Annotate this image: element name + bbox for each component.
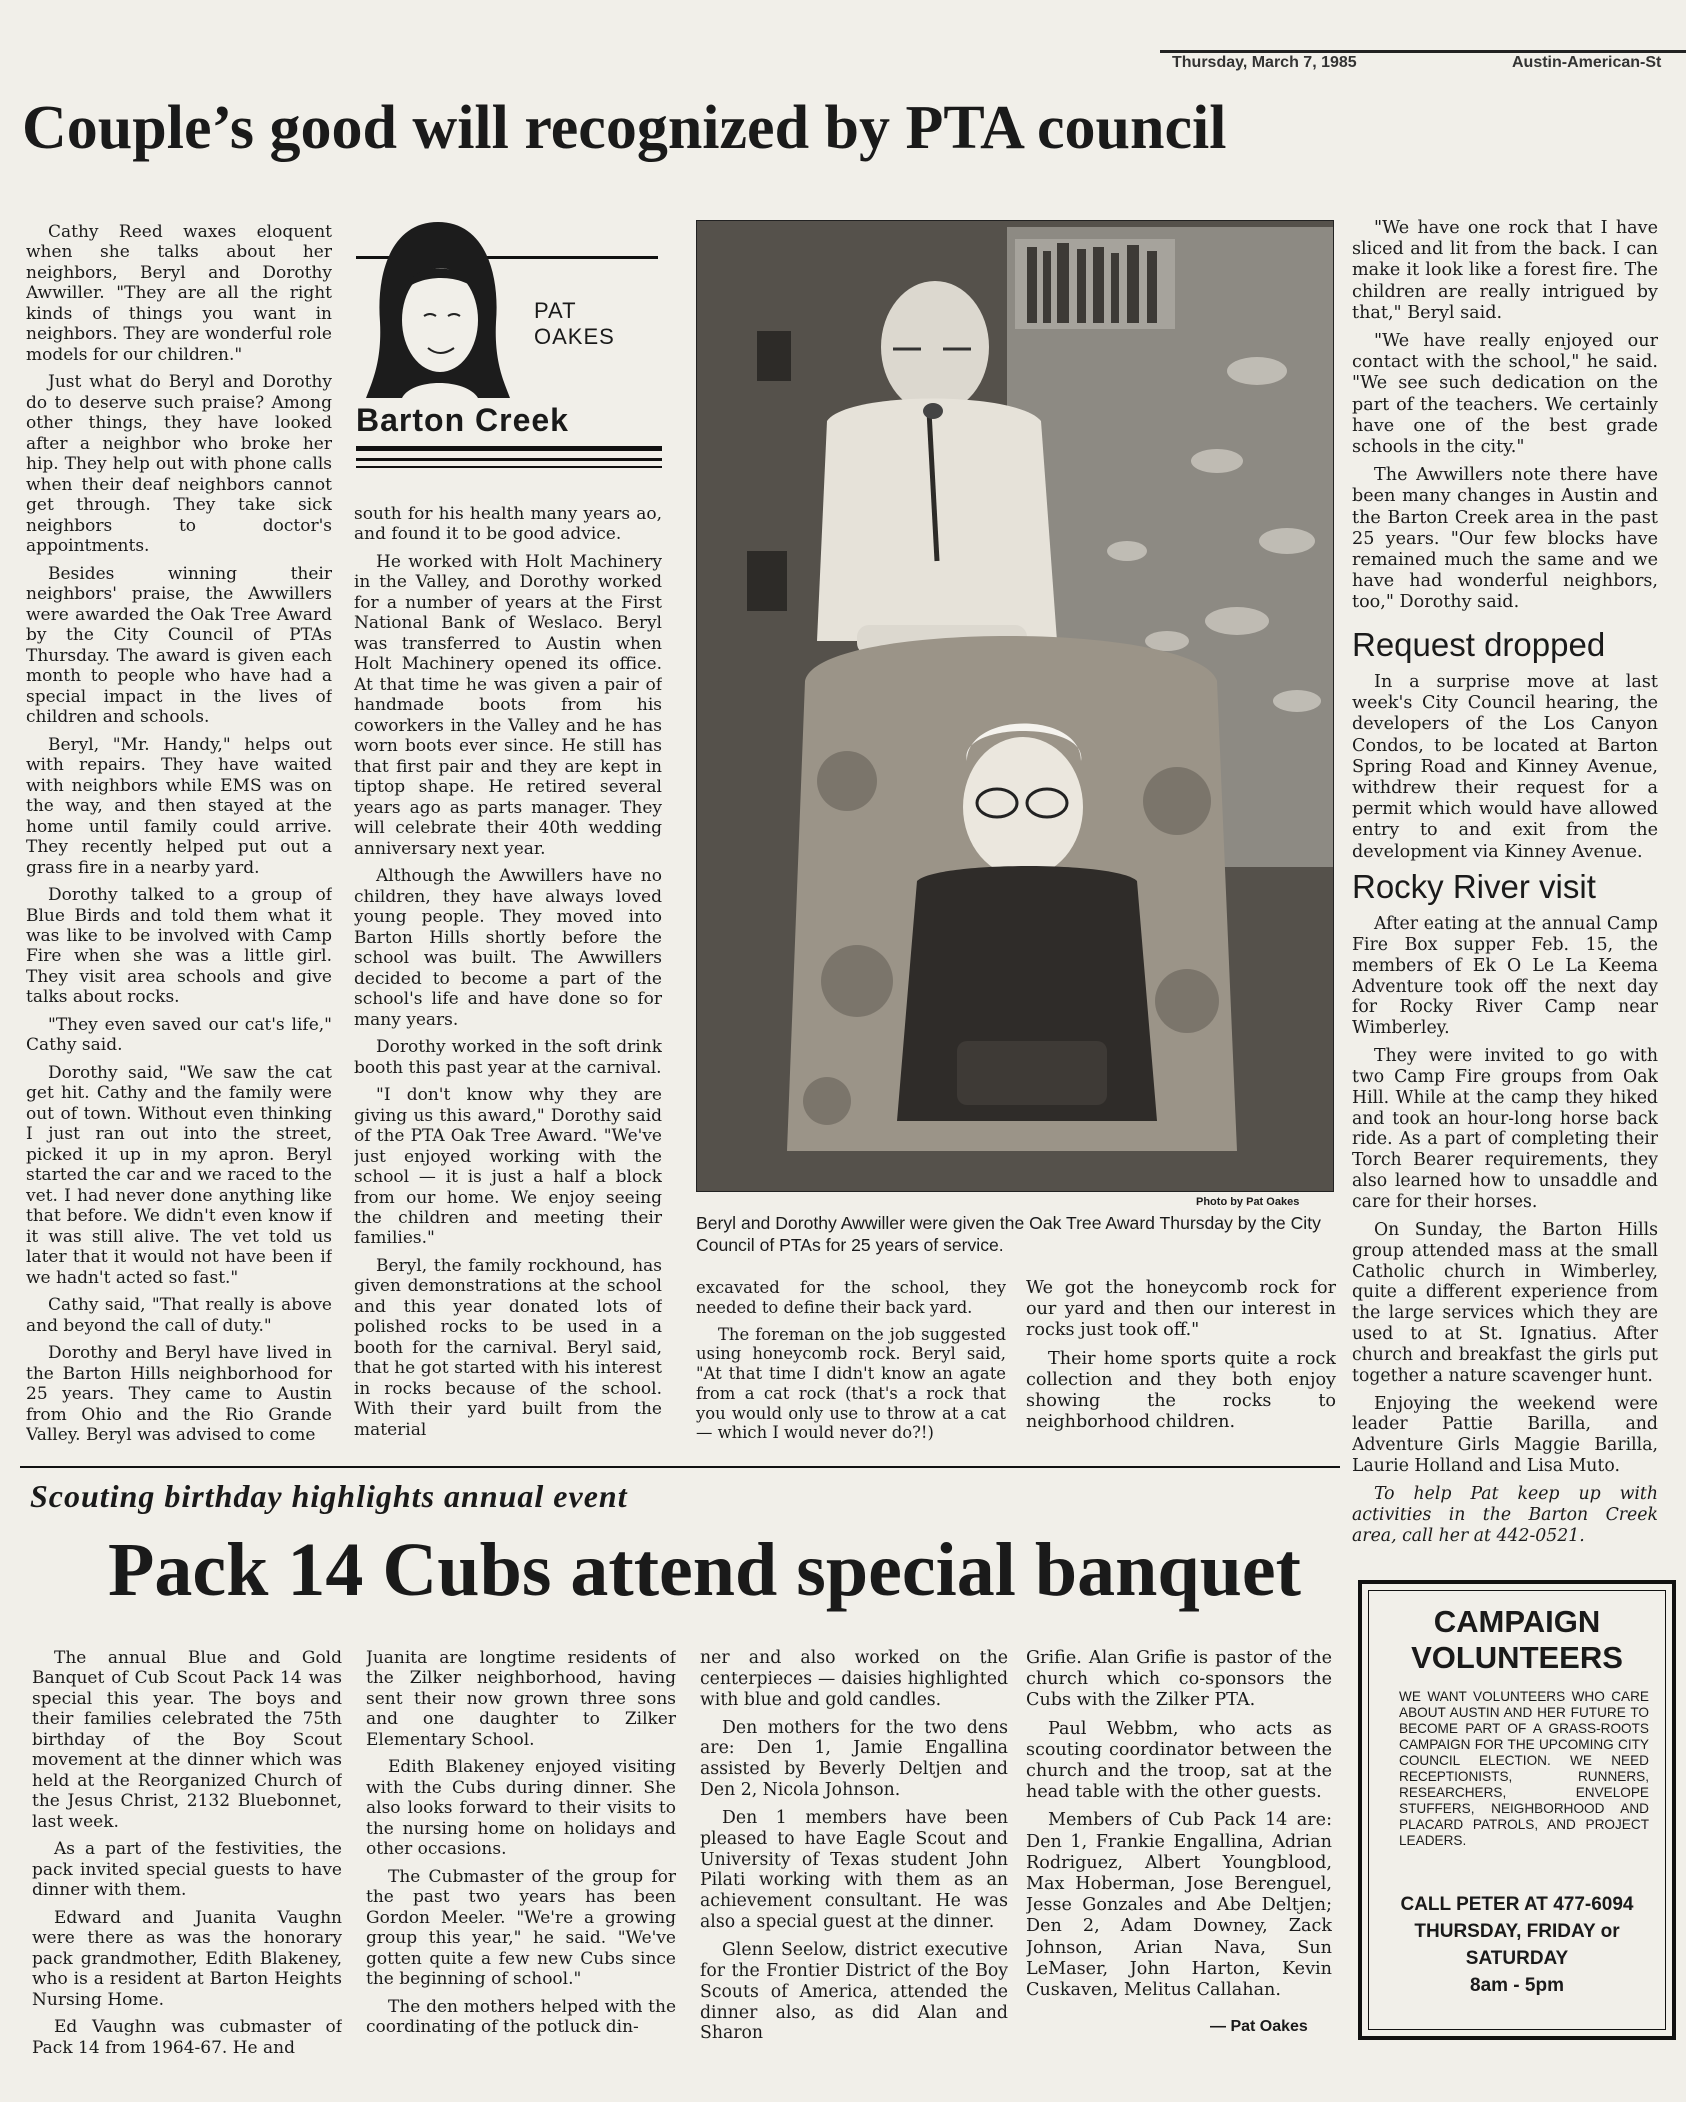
- paragraph: To help Pat keep up with activities in the Barton Creek area, call her at 442-0521.: [1352, 1483, 1658, 1546]
- paragraph: Just what do Beryl and Dorothy do to deserve such praise? Among other things, they have looked after a neighbor who broke her hip. They help out with phone calls when their deaf neighbors cannot get through. They take sick neighbors to doctor's appointments.: [26, 372, 332, 557]
- kicker-headline: Scouting birthday highlights annual event: [30, 1478, 628, 1514]
- columnist-name: [534, 298, 615, 350]
- paragraph: "They even saved our cat's life," Cathy said.: [26, 1014, 332, 1056]
- paragraph: Their home sports quite a rock collection and they both enjoy showing the rocks to neighborhood children.: [1026, 1348, 1336, 1433]
- paragraph: The foreman on the job suggested using honeycomb rock. Beryl said, "At that time I didn't know an agate from a cat rock (that's a rock that you would only use to throw at a cat — which I would never do?!): [696, 1324, 1006, 1443]
- paragraph: south for his health many years ao, and found it to be good advice.: [354, 504, 662, 545]
- photo-credit: Photo by Pat Oakes: [1196, 1196, 1300, 1208]
- paragraph: Dorothy worked in the soft drink booth this past year at the carnival.: [354, 1037, 662, 1078]
- paragraph: Glenn Seelow, district executive for the Frontier District of the Boy Scouts of America, attended the dinner also, as did Alan and Sharon: [700, 1939, 1008, 2044]
- article-column-2: [354, 504, 662, 1458]
- paragraph: He worked with Holt Machinery in the Valley, and Dorothy worked for a number of years at the First National Bank of Weslaco. Beryl was transferred to Austin when Holt Machinery opened its office. At that time he was given a pair of handmade boots from his coworkers in the Valley and he has worn boots ever since. He still has that first pair and they are kept in tiptop shape. He retired several years ago as parts manager. They will celebrate their 40th wedding anniversary next year.: [354, 551, 662, 859]
- paragraph: Enjoying the weekend were leader Pattie Barilla, and Adventure Girls Maggie Barilla, Laurie Holland and Lisa Muto.: [1352, 1393, 1658, 1477]
- paragraph: Edward and Juanita Vaughn were there as was the honorary pack grandmother, Edith Blakeney, who is a resident at Barton Heights Nursing Home.: [32, 1907, 342, 2010]
- ad-call-line-1: CALL PETER AT 477-6094: [1400, 1894, 1634, 1915]
- paragraph: The den mothers helped with the coordinating of the potluck din-: [366, 1996, 676, 2038]
- paragraph: Juanita are longtime residents of the Zilker neighborhood, having sent their now grown three sons and one daughter to Zilker Elementary School.: [366, 1648, 676, 1750]
- paragraph: Grifie. Alan Grifie is pastor of the church which co-sponsors the Cubs with the Zilker PTA.: [1026, 1648, 1332, 1711]
- paragraph: We got the honeycomb rock for our yard and then our interest in rocks just took off.": [1026, 1278, 1336, 1341]
- paragraph: Dorothy talked to a group of Blue Birds and told them what it was like to be involved with Camp Fire when she was a little girl. They visit area schools and give talks about rocks.: [26, 885, 332, 1008]
- paragraph: "We have one rock that I have sliced and lit from the back. I can make it look like a forest fire. The children are really intrigued by that," Beryl said.: [1352, 218, 1658, 323]
- paragraph: Paul Webbm, who acts as scouting coordinator between the church and the troop, sat at the head table with the other guests.: [1026, 1718, 1332, 1803]
- paragraph: Dorothy and Beryl have lived in the Barton Hills neighborhood for 25 years. They came to Austin from Ohio and the Rio Grande Valley. Beryl was advised to come: [26, 1343, 332, 1446]
- ad-title-line-2: VOLUNTEERS: [1411, 1640, 1623, 1675]
- banquet-column-4: [1026, 1648, 1332, 2008]
- paragraph: On Sunday, the Barton Hills group attended mass at the small Catholic church in Wimberley, quite a different experience from the large services which they are used to at St. Ignatius. After church and breakfast the girls put together a nature scavenger hunt.: [1352, 1219, 1658, 1386]
- paragraph: Ed Vaughn was cubmaster of Pack 14 from 1964-67. He and: [32, 2017, 342, 2058]
- subhead-rocky-river-visit: Rocky River visit: [1352, 868, 1596, 905]
- paragraph: Members of Cub Pack 14 are: Den 1, Frankie Engallina, Adrian Rodriguez, Albert Youngblood, Max Hoberman, Jose Berenguel, Jesse Gonzales and Abe Deltjen; Den 2, Adam Downey, Zack Johnson, Arian Nava, Sun LeMaser, John Harton, Kevin Cuskaven, Melitus Callahan.: [1026, 1810, 1332, 2001]
- story-signoff: — Pat Oakes: [1210, 2018, 1308, 2035]
- ad-inner-border: [1368, 1590, 1666, 2030]
- paragraph: The Cubmaster of the group for the past two years has been Gordon Meeler. "We're a growing group this year," he said. "We've gotten quite a few new Cubs since the beginning of school.": [366, 1866, 676, 1990]
- byline-rule-2: [356, 458, 662, 461]
- paragraph: As a part of the festivities, the pack invited special guests to have dinner with them.: [32, 1839, 342, 1901]
- banquet-column-3: [700, 1648, 1008, 2058]
- paragraph: After eating at the annual Camp Fire Box supper Feb. 15, the members of Ek O Le La Keema Adventure took off the next day for Rocky River Camp near Wimberley.: [1352, 914, 1658, 1039]
- columnist-portrait: [362, 212, 514, 398]
- paragraph: Dorothy said, "We saw the cat get hit. Cathy and the family were out of town. Without even thinking I just ran out into the street, picked it up in my apron. Beryl started the car and we raced to the vet. I had never done anything like that before. We didn't even know if it was still alive. The vet told us later that it would not have been if we hadn't acted so fast.": [26, 1062, 332, 1288]
- paragraph: They were invited to go with two Camp Fire groups from Oak Hill. While at the camp they hiked and took an hour-long horse back ride. As a part of completing their Torch Bearer requirements, they also learned how to unsaddle and care for their horses.: [1352, 1046, 1658, 1212]
- couple-photo: [696, 220, 1334, 1192]
- paper-name: Austin-American-St: [1512, 54, 1662, 71]
- paragraph: In a surprise move at last week's City Council hearing, the developers of the Los Canyon Condos, to be located at Barton Spring Road and Kinney Avenue, withdrew their request for a permit which would have allowed entry to and exit from the development via Kinney Avenue.: [1352, 672, 1658, 862]
- byline-rule-1: [356, 446, 662, 451]
- paragraph: Den mothers for the two dens are: Den 1, Jamie Engallina assisted by Beverly Deltjen and Den 2, Nicola Johnson.: [700, 1717, 1008, 1801]
- paragraph: "We have really enjoyed our contact with the school," he said. "We see such dedication on the part of the teachers. We certainly have one of the best grade schools in the city.": [1352, 331, 1658, 458]
- paragraph: Beryl, "Mr. Handy," helps out with repairs. They have waited with neighbors while EMS was on the way, and then stayed at the home until family could arrive. They recently helped put out a grass fire in a nearby yard.: [26, 734, 332, 878]
- main-headline: Couple’s good will recognized by PTA council: [22, 94, 1227, 162]
- rocky-river-text: [1352, 914, 1658, 1564]
- paragraph: Cathy Reed waxes eloquent when she talks about her neighbors, Beryl and Dorothy Awwiller. "They are all the right kinds of things you want in neighbors. They are wonderful role models for our children.": [26, 222, 332, 365]
- photo-image: [697, 221, 1333, 1191]
- article-column-5: [1352, 218, 1658, 620]
- paragraph: The annual Blue and Gold Banquet of Cub Scout Pack 14 was special this year. The boys and their families celebrated the 75th birthday of the Boy Scout movement at the dinner which was held at the Reorganized Church of the Jesus Christ, 2132 Bluebonnet, last week.: [32, 1648, 342, 1832]
- ad-call-line-4: 8am - 5pm: [1470, 1975, 1564, 1996]
- article-column-4: [1026, 1278, 1336, 1458]
- paragraph: Although the Awwillers have no children, they have always loved young people. They moved into Barton Hills shortly before the school was built. The Awwillers decided to become a part of the school's life and have done so for many years.: [354, 866, 662, 1030]
- paragraph: Cathy said, "That really is above and beyond the call of duty.": [26, 1295, 332, 1336]
- request-dropped-text: [1352, 672, 1658, 872]
- ad-call-line-2: THURSDAY, FRIDAY or: [1414, 1921, 1620, 1942]
- paragraph: excavated for the school, they needed to define their back yard.: [696, 1278, 1006, 1317]
- campaign-volunteers-ad: [1358, 1580, 1676, 2040]
- paragraph: Den 1 members have been pleased to have Eagle Scout and University of Texas student John Pilati working with them as an achievement consultant. He was also a special guest at the dinner.: [700, 1807, 1008, 1933]
- paragraph: The Awwillers note there have been many changes in Austin and the Barton Creek area in the past 25 years. "Our few blocks have remained much the same and we have had wonderful neighbors, too," Dorothy said.: [1352, 465, 1658, 613]
- paragraph: Besides winning their neighbors' praise, the Awwillers were awarded the Oak Tree Award by the City Council of PTAs Thursday. The award is given each month to people who have had a special impact in the lives of children and schools.: [26, 563, 332, 728]
- columnist-first-name: PAT: [534, 298, 577, 323]
- columnist-last-name: OAKES: [534, 324, 615, 349]
- ad-call-line-3: SATURDAY: [1465, 1948, 1569, 1969]
- paragraph: Edith Blakeney enjoyed visiting with the Cubs during dinner. She also looks forward to their visits to the nursing home on holidays and other occasions.: [366, 1757, 676, 1860]
- paragraph: Beryl, the family rockhound, has given demonstrations at the school and this year donated lots of polished rocks to be used in a booth for the carnival. Beryl said, that he got started with his interest in rocks because of the school. With their yard built from the material: [354, 1255, 662, 1440]
- subhead-request-dropped: Request dropped: [1352, 626, 1606, 663]
- photo-caption: Beryl and Dorothy Awwiller were given the Oak Tree Award Thursday by the City Council of PTAs for 25 years of service.: [696, 1213, 1321, 1255]
- ad-title-line-1: CAMPAIGN: [1433, 1604, 1601, 1639]
- second-headline: Pack 14 Cubs attend special banquet: [108, 1528, 1301, 1612]
- top-rule: [1160, 50, 1686, 53]
- story-divider: [20, 1466, 1340, 1468]
- ad-body: WE WANT VOLUNTEERS WHO CARE ABOUT AUSTIN AND HER FUTURE TO BECOME PART OF A GRASS-ROOTS CAMPAIGN FOR THE UPCOMING CITY COUNCIL ELECTION. WE NEED RECEPTIONISTS, RUNNERS, RESEARCHERS, ENVELOPE STUFFERS, NEIGHBORHOOD AND PLACARD PATROLS, AND PROJECT LEADERS.: [1399, 1689, 1649, 1848]
- column-name: Barton Creek: [356, 402, 569, 438]
- article-column-3: [696, 1278, 1006, 1458]
- paragraph: ner and also worked on the centerpieces — daisies highlighted with blue and gold candles.: [700, 1648, 1008, 1710]
- paragraph: "I don't know why they are giving us this award," Dorothy said of the PTA Oak Tree Award. "We've just enjoyed working with the school — it is just a half a block from our home. We enjoy seeing the children and meeting their families.": [354, 1085, 662, 1249]
- dateline: Thursday, March 7, 1985: [1172, 54, 1357, 71]
- banquet-column-2: [366, 1648, 676, 2058]
- byline-rule-3: [356, 466, 662, 468]
- article-column-1: [26, 222, 332, 1460]
- banquet-column-1: [32, 1648, 342, 2058]
